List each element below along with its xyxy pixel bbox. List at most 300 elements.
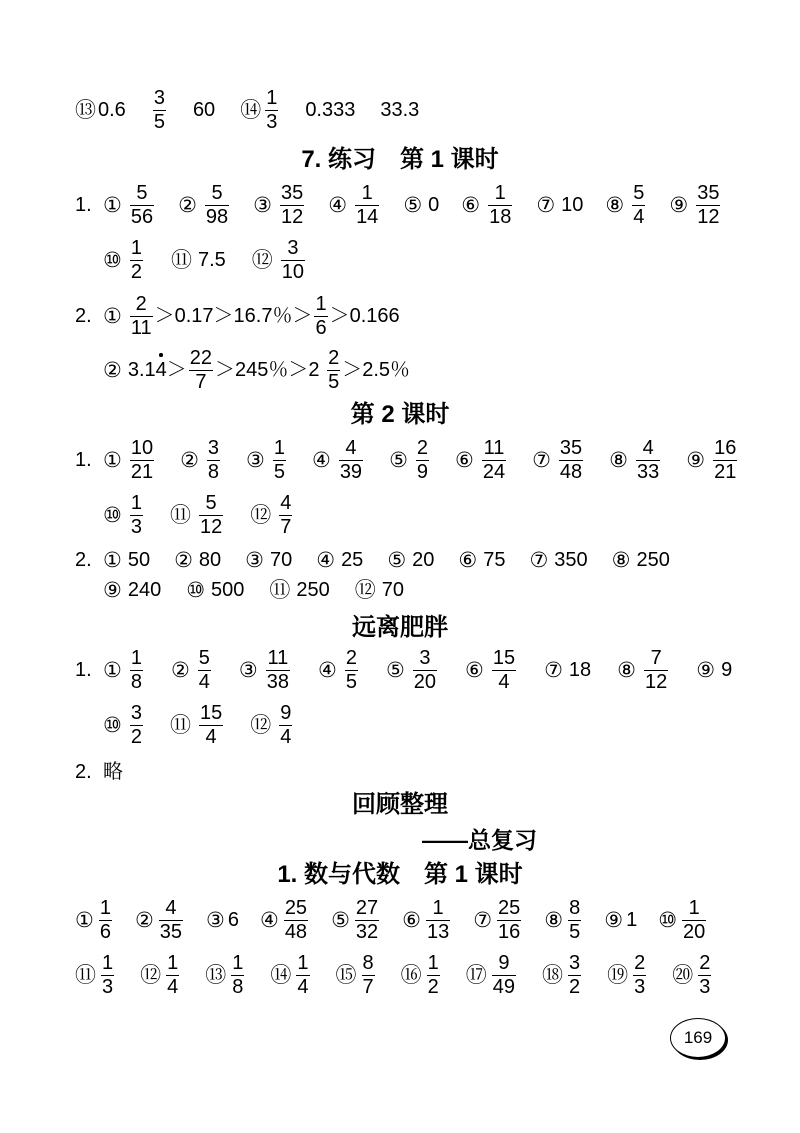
fraction bbox=[277, 703, 294, 748]
item-number: ⑪ bbox=[169, 713, 191, 737]
answer-value bbox=[228, 908, 239, 932]
denominator: 4 bbox=[633, 205, 645, 228]
fraction bbox=[424, 898, 452, 943]
fraction bbox=[490, 953, 518, 998]
numerator: 1 bbox=[361, 181, 373, 204]
answer-item bbox=[605, 183, 647, 228]
answer-value bbox=[721, 658, 732, 682]
numerator: 9 bbox=[280, 701, 292, 724]
item-number: ① bbox=[103, 448, 122, 472]
denominator: 4 bbox=[205, 725, 217, 748]
denominator: 48 bbox=[284, 920, 308, 943]
answer-value bbox=[696, 953, 713, 998]
answer-item bbox=[260, 898, 310, 943]
answer-value bbox=[128, 438, 156, 483]
numerator: 25 bbox=[498, 896, 521, 919]
fraction bbox=[631, 953, 648, 998]
answer-value bbox=[305, 98, 355, 122]
answer-item bbox=[403, 193, 439, 217]
denominator: 4 bbox=[297, 975, 309, 998]
answer-value bbox=[411, 648, 439, 693]
value-text: 33.3 bbox=[380, 99, 420, 121]
value-text: ＞ bbox=[166, 359, 187, 381]
answer-item bbox=[544, 898, 583, 943]
fraction bbox=[566, 953, 583, 998]
value-text: 250 bbox=[296, 579, 330, 601]
answer-line bbox=[103, 235, 307, 285]
answer-item bbox=[669, 183, 722, 228]
item-number: ⑭ bbox=[240, 98, 262, 122]
item-number: ① bbox=[103, 193, 122, 217]
denominator: 7 bbox=[280, 515, 292, 538]
numerator: 2 bbox=[345, 646, 357, 669]
answer-item bbox=[178, 183, 231, 228]
denominator: 38 bbox=[266, 670, 289, 693]
answer-item bbox=[658, 898, 708, 943]
denominator: 49 bbox=[492, 975, 515, 998]
answer-item bbox=[103, 760, 123, 784]
repeating-decimal-digit: 4 bbox=[155, 359, 167, 381]
item-number: ⑥ bbox=[455, 448, 474, 472]
fraction bbox=[229, 953, 246, 998]
answer-value bbox=[157, 898, 185, 943]
item-number: ⑫ bbox=[250, 503, 272, 527]
numerator: 35 bbox=[559, 436, 583, 459]
answer-item bbox=[135, 898, 185, 943]
denominator: 3 bbox=[266, 110, 278, 133]
answer-value bbox=[128, 183, 156, 228]
answer-item bbox=[607, 953, 648, 998]
answer-item bbox=[240, 88, 280, 133]
item-number: ⑤ bbox=[331, 908, 350, 932]
value-text: 500 bbox=[211, 579, 245, 601]
fraction bbox=[495, 898, 523, 943]
fraction bbox=[337, 438, 365, 483]
answer-item bbox=[239, 648, 292, 693]
numerator: 9 bbox=[498, 951, 510, 974]
fraction bbox=[325, 348, 342, 393]
answer-value bbox=[353, 183, 381, 228]
fraction bbox=[490, 648, 518, 693]
answer-line bbox=[75, 85, 419, 135]
fraction bbox=[197, 703, 225, 748]
value-text: 10 bbox=[561, 194, 584, 216]
fraction bbox=[353, 898, 381, 943]
answer-value bbox=[412, 548, 434, 572]
numerator: 1 bbox=[273, 436, 285, 459]
answer-item bbox=[458, 548, 505, 572]
denominator: 12 bbox=[280, 205, 304, 228]
answer-value bbox=[277, 703, 294, 748]
answer-value bbox=[278, 183, 306, 228]
answer-value bbox=[97, 898, 114, 943]
answer-line bbox=[103, 700, 294, 750]
item-number: ⑬ bbox=[75, 98, 96, 122]
answer-value bbox=[279, 238, 307, 283]
answer-items bbox=[103, 238, 307, 283]
numerator: 3 bbox=[207, 436, 220, 459]
answer-item bbox=[386, 648, 439, 693]
answer-value bbox=[554, 548, 587, 572]
item-number: ⑥ bbox=[458, 548, 478, 572]
numerator: 5 bbox=[633, 181, 645, 204]
denominator: 24 bbox=[482, 460, 506, 483]
denominator: 56 bbox=[130, 205, 154, 228]
item-number: ⑦ bbox=[532, 448, 551, 472]
answer-item bbox=[318, 648, 360, 693]
value-text: ＞0.166 bbox=[329, 305, 400, 327]
numerator: 1 bbox=[266, 86, 278, 109]
answer-line bbox=[75, 895, 708, 945]
numerator: 10 bbox=[130, 436, 154, 459]
fraction bbox=[294, 953, 311, 998]
section-subtitle: ——总复习 bbox=[422, 827, 537, 853]
answer-item bbox=[389, 438, 431, 483]
question-number: 2. bbox=[75, 305, 92, 327]
value-text: ＞2.5％ bbox=[342, 359, 411, 381]
answer-item bbox=[455, 438, 508, 483]
answer-item bbox=[103, 438, 156, 483]
denominator: 2 bbox=[427, 975, 439, 998]
denominator: 6 bbox=[315, 316, 327, 339]
answer-line bbox=[75, 950, 713, 1000]
answer-item bbox=[312, 438, 365, 483]
answer-items bbox=[103, 438, 739, 483]
value-text: 350 bbox=[554, 549, 588, 571]
item-number: ① bbox=[103, 304, 122, 328]
item-number: ⑦ bbox=[529, 548, 549, 572]
value-text: 80 bbox=[198, 549, 222, 571]
page-number: 169 bbox=[683, 1028, 713, 1047]
item-number: ③ bbox=[206, 908, 225, 932]
item-number: ⑤ bbox=[403, 193, 423, 217]
item-number: ⑦ bbox=[536, 193, 556, 217]
numerator: 11 bbox=[267, 646, 289, 669]
answer-items bbox=[103, 648, 732, 693]
item-number: ④ bbox=[259, 908, 279, 932]
answer-value bbox=[360, 953, 377, 998]
item-number: ⑫ bbox=[140, 963, 162, 987]
answer-item bbox=[529, 548, 587, 572]
value-text: ＞245％＞2 bbox=[215, 359, 326, 381]
denominator: 3 bbox=[634, 975, 646, 998]
value-text: 70 bbox=[269, 549, 293, 571]
numerator: 22 bbox=[189, 346, 213, 369]
numerator: 5 bbox=[198, 646, 210, 669]
item-number: ⑧ bbox=[617, 658, 636, 682]
answer-item bbox=[170, 703, 225, 748]
value-text: 70 bbox=[381, 579, 405, 601]
section-title: 回顾整理 bbox=[352, 791, 448, 818]
numerator: 3 bbox=[569, 951, 581, 974]
item-number: ⑦ bbox=[544, 658, 563, 682]
numerator: 5 bbox=[211, 181, 223, 204]
answer-item bbox=[466, 953, 518, 998]
denominator: 7 bbox=[362, 975, 374, 998]
denominator: 5 bbox=[569, 920, 581, 943]
answer-value bbox=[203, 183, 231, 228]
item-number: ⑲ bbox=[607, 963, 629, 987]
fraction bbox=[277, 493, 294, 538]
answer-value bbox=[380, 98, 419, 122]
answer-value bbox=[229, 953, 246, 998]
numerator: 11 bbox=[483, 436, 505, 459]
denominator: 39 bbox=[339, 460, 363, 483]
fraction bbox=[694, 183, 722, 228]
answer-value bbox=[637, 548, 670, 572]
fraction bbox=[196, 648, 213, 693]
denominator: 12 bbox=[645, 670, 668, 693]
answer-value bbox=[128, 348, 410, 393]
fraction bbox=[128, 438, 156, 483]
numerator: 25 bbox=[284, 896, 308, 919]
answer-value bbox=[566, 953, 583, 998]
numerator: 1 bbox=[688, 896, 700, 919]
denominator: 6 bbox=[99, 920, 111, 943]
item-number: ⑭ bbox=[270, 963, 292, 987]
numerator: 1 bbox=[427, 951, 439, 974]
denominator: 12 bbox=[199, 515, 223, 538]
item-number: ⑩ bbox=[658, 908, 678, 932]
answer-item bbox=[542, 953, 583, 998]
fraction bbox=[164, 953, 181, 998]
answer-item bbox=[250, 703, 294, 748]
item-number: ⑧ bbox=[609, 448, 628, 472]
answer-item bbox=[103, 294, 400, 339]
fraction bbox=[360, 953, 377, 998]
denominator: 2 bbox=[130, 260, 142, 283]
numerator: 1 bbox=[130, 491, 142, 514]
item-number: ⑩ bbox=[103, 713, 122, 737]
answer-item bbox=[536, 193, 583, 217]
answer-line bbox=[75, 435, 739, 485]
answer-item bbox=[103, 703, 145, 748]
answer-item bbox=[103, 648, 145, 693]
item-number: ⑰ bbox=[465, 963, 487, 987]
value-text: 6 bbox=[227, 909, 239, 931]
answer-value bbox=[196, 648, 213, 693]
denominator: 4 bbox=[198, 670, 210, 693]
item-number: ① bbox=[103, 548, 122, 572]
answer-value bbox=[569, 658, 591, 682]
item-number: ⑩ bbox=[103, 248, 122, 272]
answer-value bbox=[264, 648, 292, 693]
value-text: ＞0.17＞16.7％＞ bbox=[154, 305, 313, 327]
answer-value bbox=[428, 193, 439, 217]
answer-items bbox=[103, 578, 404, 602]
answer-item bbox=[617, 648, 670, 693]
denominator: 4 bbox=[167, 975, 179, 998]
answer-value bbox=[128, 648, 145, 693]
answer-item bbox=[461, 183, 514, 228]
denominator: 32 bbox=[355, 920, 379, 943]
item-number: ⑥ bbox=[461, 193, 481, 217]
answer-item bbox=[180, 438, 222, 483]
numerator: 35 bbox=[697, 181, 720, 204]
answer-item bbox=[686, 438, 739, 483]
numerator: 5 bbox=[205, 491, 217, 514]
numerator: 2 bbox=[135, 292, 147, 315]
denominator: 8 bbox=[207, 460, 220, 483]
answer-item bbox=[532, 438, 585, 483]
denominator: 2 bbox=[569, 975, 581, 998]
denominator: 48 bbox=[559, 460, 583, 483]
value-text: 1 bbox=[626, 909, 638, 931]
answer-value bbox=[211, 578, 244, 602]
value-text: 9 bbox=[721, 659, 733, 681]
answer-value bbox=[382, 578, 404, 602]
denominator: 5 bbox=[328, 370, 340, 393]
answer-value bbox=[353, 898, 381, 943]
item-number: ⑦ bbox=[473, 908, 493, 932]
fraction bbox=[157, 898, 185, 943]
section-title: 7. 练习 第 1 课时 bbox=[301, 146, 499, 173]
answer-item bbox=[305, 98, 355, 122]
answer-value bbox=[642, 648, 670, 693]
denominator: 5 bbox=[273, 460, 285, 483]
denominator: 5 bbox=[345, 670, 357, 693]
item-number: ⑨ bbox=[686, 448, 706, 472]
answer-items bbox=[103, 760, 123, 784]
answer-value bbox=[294, 953, 311, 998]
answer-value bbox=[480, 438, 508, 483]
item-number: ⑤ bbox=[387, 548, 407, 572]
denominator: 21 bbox=[714, 460, 737, 483]
answer-items bbox=[75, 953, 713, 998]
denominator: 14 bbox=[356, 205, 379, 228]
answer-value bbox=[490, 648, 518, 693]
fraction bbox=[128, 294, 155, 339]
denominator: 33 bbox=[637, 460, 660, 483]
value-text: 60 bbox=[192, 99, 216, 121]
fraction bbox=[634, 438, 662, 483]
question-number: 1. bbox=[75, 659, 92, 681]
numerator: 15 bbox=[199, 701, 223, 724]
item-number: ② bbox=[178, 193, 197, 217]
answer-value bbox=[205, 438, 222, 483]
answer-value bbox=[99, 953, 116, 998]
denominator: 12 bbox=[697, 205, 720, 228]
numerator: 27 bbox=[355, 896, 379, 919]
fraction bbox=[128, 493, 145, 538]
item-number: ② bbox=[174, 548, 193, 572]
fraction bbox=[263, 88, 280, 133]
question-number: 2. bbox=[75, 549, 92, 571]
answer-item bbox=[206, 908, 239, 932]
item-number: ⑮ bbox=[335, 963, 357, 987]
fraction bbox=[97, 898, 114, 943]
denominator: 4 bbox=[280, 725, 292, 748]
answer-value bbox=[490, 953, 518, 998]
answer-value bbox=[103, 760, 123, 784]
answer-value bbox=[425, 953, 442, 998]
item-number: ⑪ bbox=[75, 963, 96, 987]
answer-item bbox=[75, 98, 126, 122]
item-number: ① bbox=[103, 658, 122, 682]
answer-value bbox=[495, 898, 523, 943]
numerator: 16 bbox=[714, 436, 737, 459]
answer-item bbox=[612, 548, 670, 572]
answer-item bbox=[355, 578, 404, 602]
question-number: 2. bbox=[75, 761, 92, 783]
fraction bbox=[711, 438, 739, 483]
answer-value bbox=[343, 648, 360, 693]
numerator: 2 bbox=[634, 951, 646, 974]
denominator: 8 bbox=[130, 670, 142, 693]
fraction bbox=[279, 238, 307, 283]
fraction bbox=[151, 88, 168, 133]
denominator: 7 bbox=[195, 370, 207, 393]
answer-value bbox=[424, 898, 452, 943]
item-number: ⑬ bbox=[205, 963, 227, 987]
section-title: 第 2 课时 bbox=[350, 401, 450, 428]
item-number: ⑨ bbox=[103, 578, 122, 602]
fraction bbox=[480, 438, 508, 483]
fraction bbox=[128, 183, 156, 228]
answer-item bbox=[402, 898, 452, 943]
numerator: 1 bbox=[297, 951, 309, 974]
item-number: ④ bbox=[317, 658, 337, 682]
denominator: 10 bbox=[281, 260, 305, 283]
denominator: 20 bbox=[683, 920, 706, 943]
value-text: 240 bbox=[127, 579, 162, 601]
numerator: 1 bbox=[167, 951, 179, 974]
fraction bbox=[696, 953, 713, 998]
item-number: ⑧ bbox=[544, 908, 564, 932]
answer-value bbox=[711, 438, 739, 483]
answer-item bbox=[140, 953, 181, 998]
answer-item bbox=[269, 578, 329, 602]
question-number: 1. bbox=[75, 194, 92, 216]
fraction bbox=[278, 183, 306, 228]
item-number: ④ bbox=[316, 548, 336, 572]
item-number: ⑯ bbox=[400, 963, 422, 987]
answer-value bbox=[626, 908, 637, 932]
fraction bbox=[411, 648, 439, 693]
numerator: 15 bbox=[492, 646, 516, 669]
answer-value bbox=[631, 953, 648, 998]
answer-value bbox=[561, 193, 583, 217]
answer-value bbox=[263, 88, 280, 133]
item-number: ⑪ bbox=[170, 248, 192, 272]
answer-items bbox=[103, 493, 294, 538]
answer-item bbox=[75, 898, 114, 943]
item-number: ⑥ bbox=[465, 658, 484, 682]
answer-value bbox=[680, 898, 708, 943]
denominator: 21 bbox=[130, 460, 154, 483]
answer-value bbox=[128, 238, 145, 283]
item-number: ⑪ bbox=[169, 503, 191, 527]
numerator: 7 bbox=[650, 646, 662, 669]
denominator: 3 bbox=[130, 515, 142, 538]
answer-items bbox=[103, 294, 400, 339]
answer-item bbox=[186, 578, 244, 602]
fraction bbox=[353, 183, 381, 228]
section-title: 远离肥胖 bbox=[352, 614, 448, 641]
value-text: 50 bbox=[127, 549, 151, 571]
answer-line bbox=[103, 490, 294, 540]
page-number-badge bbox=[670, 1018, 726, 1058]
fraction bbox=[271, 438, 288, 483]
item-number: ⑪ bbox=[269, 578, 291, 602]
answer-items bbox=[103, 183, 722, 228]
numerator: 3 bbox=[419, 646, 431, 669]
value-text: 75 bbox=[483, 549, 506, 571]
answer-value bbox=[193, 98, 215, 122]
answer-items bbox=[103, 348, 410, 393]
numerator: 2 bbox=[699, 951, 711, 974]
answer-value bbox=[296, 578, 329, 602]
